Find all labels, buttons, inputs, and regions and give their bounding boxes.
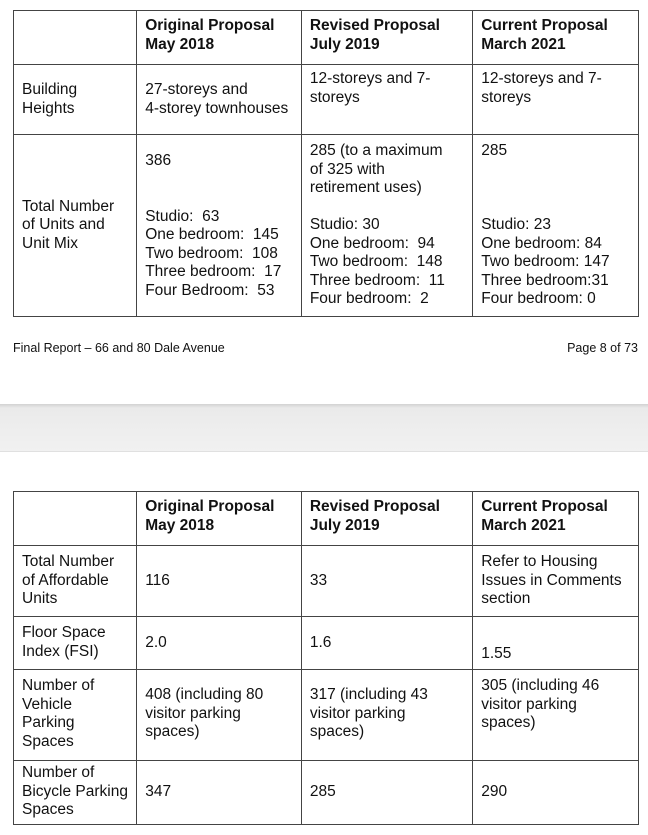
row-label-fsi: Floor Space Index (FSI)	[14, 617, 137, 670]
footer-page-number: Page 8 of 73	[567, 341, 638, 355]
page-separator	[0, 404, 648, 451]
header-revised-proposal: Revised Proposal July 2019	[301, 11, 472, 65]
header-cell-empty	[14, 492, 137, 546]
row-label-bicycle-parking: Number of Bicycle Parking Spaces	[14, 761, 137, 825]
table-row	[14, 761, 639, 825]
header-revised-proposal: Revised Proposal July 2019	[301, 492, 472, 546]
footer-report-title: Final Report – 66 and 80 Dale Avenue	[13, 341, 225, 355]
table-cell: 386 Studio: 63 One bedroom: 145 Two bedroom: 108 Three bedroom: 17 Four Bedroom: 53	[137, 135, 302, 317]
table-header-row	[14, 11, 639, 65]
row-label-building-heights: Building Heights	[14, 65, 137, 135]
table-cell: 317 (including 43 visitor parking spaces)	[301, 670, 472, 761]
table-cell: 33	[301, 546, 472, 617]
table-cell: 1.55	[473, 617, 639, 670]
header-original-proposal: Original Proposal May 2018	[137, 492, 302, 546]
table-cell: 27-storeys and 4-storey townhouses	[137, 65, 302, 135]
table-cell: 408 (including 80 visitor parking spaces)	[137, 670, 302, 761]
table-cell: 285 Studio: 23 One bedroom: 84 Two bedroom: 147 Three bedroom:31 Four bedroom: 0	[473, 135, 639, 317]
project-statistics-table	[13, 491, 639, 825]
table-cell: 347	[137, 761, 302, 825]
header-original-proposal: Original Proposal May 2018	[137, 11, 302, 65]
table-header-row	[14, 492, 639, 546]
header-current-proposal: Current Proposal March 2021	[473, 492, 639, 546]
table-cell: 2.0	[137, 617, 302, 670]
table-cell: 305 (including 46 visitor parking spaces)	[473, 670, 639, 761]
table-row	[14, 670, 639, 761]
table-row	[14, 65, 639, 135]
table-row	[14, 135, 639, 317]
table-cell: 1.6	[301, 617, 472, 670]
header-cell-empty	[14, 11, 137, 65]
page-separator-edge	[0, 451, 648, 452]
table-cell: 285 (to a maximum of 325 with retirement uses) Studio: 30 One bedroom: 94 Two bedroom: 148 Three bedroom: 11 Four bedroom: 2	[301, 135, 472, 317]
table-row	[14, 617, 639, 670]
row-label-total-units: Total Number of Units and Unit Mix	[14, 135, 137, 317]
table-cell: 12-storeys and 7- storeys	[473, 65, 639, 135]
header-current-proposal: Current Proposal March 2021	[473, 11, 639, 65]
table-cell: 12-storeys and 7- storeys	[301, 65, 472, 135]
row-label-affordable-units: Total Number of Affordable Units	[14, 546, 137, 617]
table-cell: Refer to Housing Issues in Comments section	[473, 546, 639, 617]
table-cell: 290	[473, 761, 639, 825]
unit-mix-table	[13, 10, 639, 317]
row-label-vehicle-parking: Number of Vehicle Parking Spaces	[14, 670, 137, 761]
table-cell: 285	[301, 761, 472, 825]
table-row	[14, 546, 639, 617]
table-cell: 116	[137, 546, 302, 617]
